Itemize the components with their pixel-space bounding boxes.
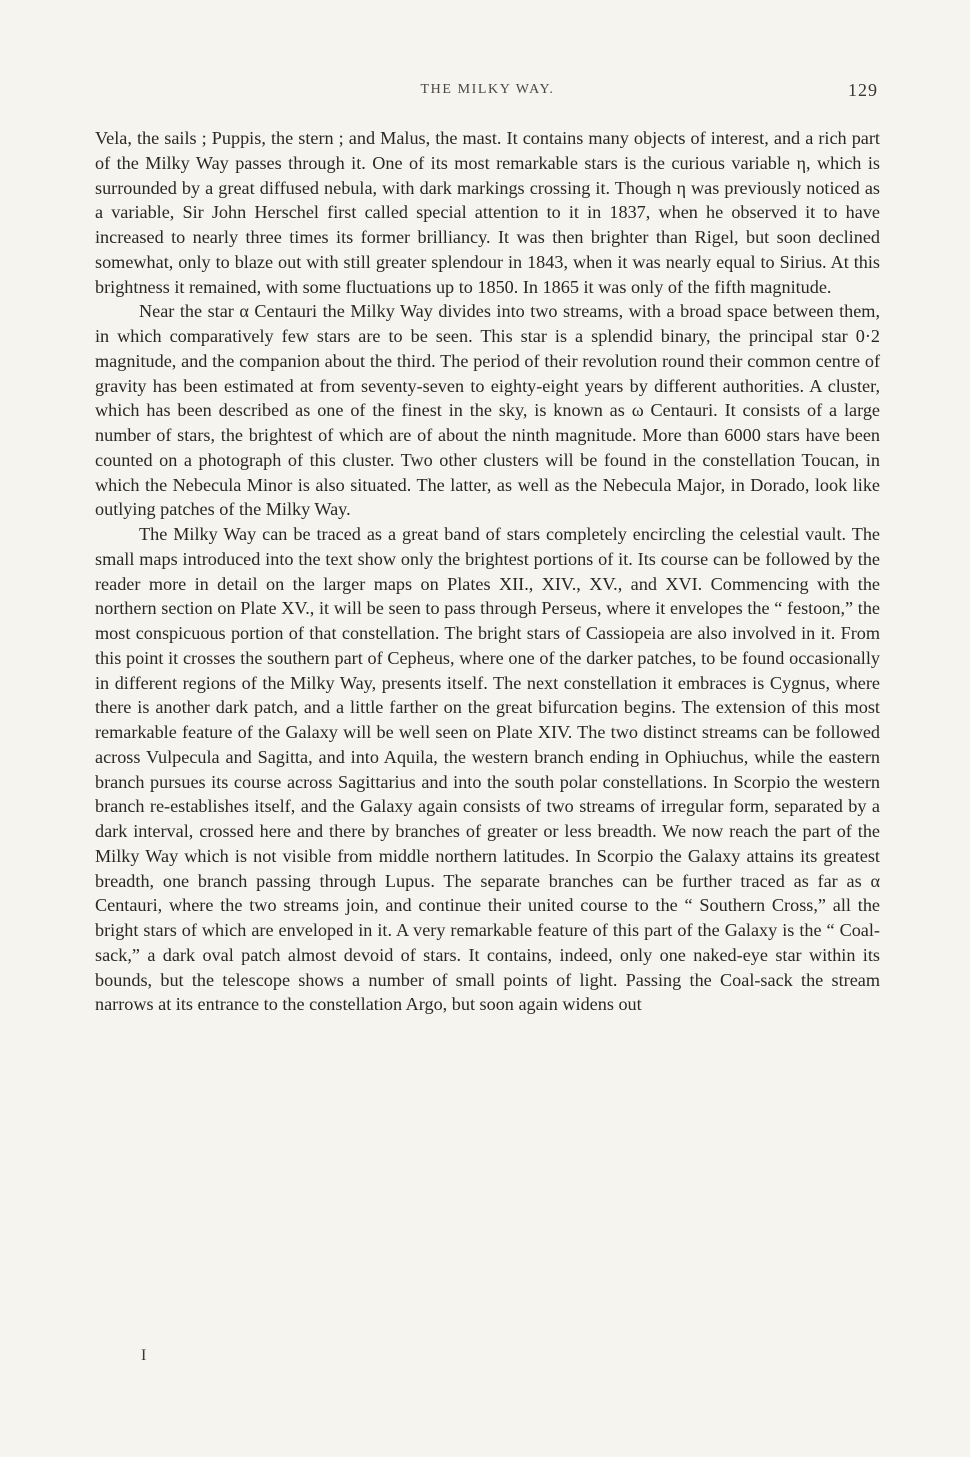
paragraph: Near the star α Centauri the Milky Way divides into two streams, with a broad space between them, in which comparatively few stars are to be seen. This star is a splendid binary, the principal star 0·2 magnitude, and the companion about the third. The period of their revolution round their common centre of gravity has been estimated at from seventy-seven to eighty-eight years by different authorities. A cluster, which has been described as one of the finest in the sky, is known as ω Centauri. It consists of a large number of stars, the brightest of which are of about the ninth magnitude. More than 6000 stars have been counted on a photograph of this cluster. Two other clusters will be found in the constellation Toucan, in which the Nebecula Minor is also situated. The latter, as well as the Nebecula Major, in Dorado, look like outlying patches of the Milky Way.	[95, 301, 880, 520]
paragraph: Vela, the sails ; Puppis, the stern ; and Malus, the mast. It contains many objects of interest, and a rich part of the Milky Way passes through it. One of its most remarkable stars is the curious variable η, which is surrounded by a great diffused nebula, with dark markings crossing it. Though η was previously noticed as a variable, Sir John Herschel first called special attention to it in 1837, when he observed it to have increased to nearly three times its former brilliancy. It was then brighter than Rigel, but soon declined somewhat, only to blaze out with still greater splendour in 1843, when it was nearly equal to Sirius. At this brightness it remained, with some fluctuations up to 1850. In 1865 it was only of the fifth magnitude.	[95, 128, 880, 297]
paragraph: The Milky Way can be traced as a great band of stars completely encircling the celestial vault. The small maps introduced into the text show only the brightest portions of it. Its course can be followed by the reader more in detail on the larger maps on Plates XII., XIV., XV., and XVI. Commencing with the northern section on Plate XV., it will be seen to pass through Perseus, where it envelopes the “ festoon,” the most conspicuous portion of that constellation. The bright stars of Cassiopeia are also involved in it. From this point it crosses the southern part of Cepheus, where one of the darker patches, to be found occasionally in different regions of the Milky Way, presents itself. The next constellation it embraces is Cygnus, where there is another dark patch, and a little farther on the great bifurcation begins. The extension of this most remarkable feature of the Galaxy will be well seen on Plate XIV. The two distinct streams can be followed across Vulpecula and Sagitta, and into Aquila, the western branch ending in Ophiuchus, while the eastern branch pursues its course across Sagittarius and into the south polar constellations. In Scorpio the western branch re-establishes itself, and the Galaxy again consists of two streams of irregular form, separated by a dark interval, crossed here and there by branches of greater or less breadth. We now reach the part of the Milky Way which is not visible from middle northern latitudes. In Scorpio the Galaxy attains its greatest breadth, one branch passing through Lupus. The separate branches can be further traced as far as α Centauri, where the two streams join, and continue their united course to the “ Southern Cross,” all the bright stars of which are enveloped in it. A very remarkable feature of this part of the Galaxy is the “ Coal-sack,” a dark oval patch almost devoid of stars. It contains, indeed, only one naked-eye star within its bounds, but the telescope shows a number of small points of light. Passing the Coal-sack the stream narrows at its entrance to the constellation Argo, but soon again widens out	[95, 524, 880, 1015]
body-text	[95, 126, 880, 1017]
page-number: 129	[848, 80, 878, 100]
signature-mark: I	[141, 1347, 147, 1364]
page-header	[95, 82, 880, 106]
running-head: THE MILKY WAY.	[420, 82, 555, 97]
